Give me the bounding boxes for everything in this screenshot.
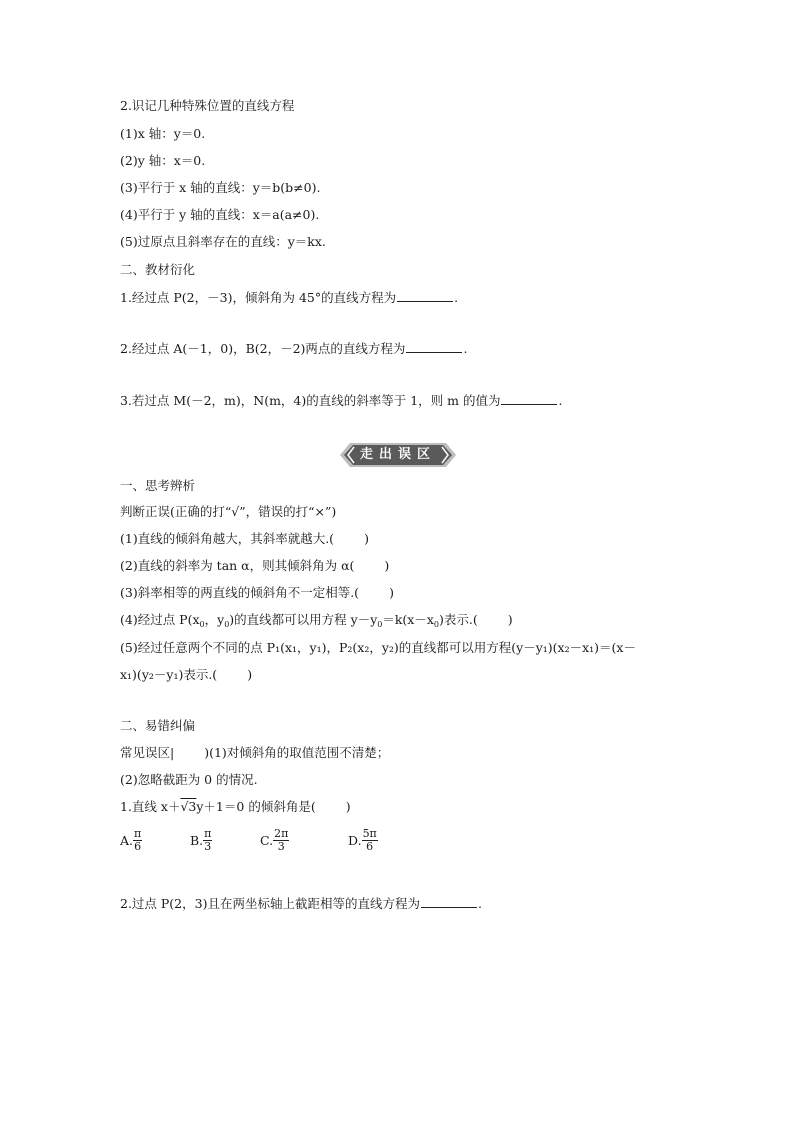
common-mistakes-2: (2)忽略截距为 0 的情况. (120, 772, 258, 787)
choice-d[interactable]: D. $\frac{5\pi}{6}$ (348, 827, 377, 853)
question-mq2: 2.过点 P(2，3)且在两坐标轴上截距相等的直线方程为 . (120, 896, 482, 911)
banner-title: 走出误区 (359, 447, 436, 462)
answer-blank[interactable] (406, 340, 462, 353)
answer-blank[interactable] (501, 392, 557, 405)
choice-c[interactable]: C. $\frac{2\pi}{3}$ (260, 827, 289, 853)
question-1: 1.经过点 P(2，－3)，倾斜角为 45°的直线方程为 . (120, 290, 459, 305)
judge-item: (1)直线的倾斜角越大，其斜率就越大.( ) (120, 531, 369, 546)
list-item: (4)平行于 y 轴的直线：x＝a(a≠0). (120, 207, 320, 222)
list-item: (5)过原点且斜率存在的直线：y＝kx. (120, 234, 326, 249)
section-heading: 二、易错纠偏 (120, 718, 196, 733)
common-mistakes: 常见误区| )(1)对倾斜角的取值范围不清楚； (120, 745, 390, 760)
judge-item: (3)斜率相等的两直线的倾斜角不一定相等.( ) (120, 585, 394, 600)
answer-blank[interactable] (421, 895, 477, 908)
judge-item: (2)直线的斜率为 tan α，则其倾斜角为 α( ) (120, 558, 390, 573)
section-banner (340, 443, 456, 467)
choice-a[interactable]: A. $\frac{\pi}{6}$ (120, 827, 142, 853)
section-title: 2.识记几种特殊位置的直线方程 (120, 98, 295, 113)
judge-item-cont: x₁)(y₂－y₁)表示.( ) (120, 667, 253, 682)
judge-item: (4)经过点 $P(x_0$，$y_0$)的直线都可以用方程 $y-y_0=k(x-x_0)$表示.( ) (120, 612, 513, 629)
list-item: (1)x 轴：y＝0. (120, 126, 206, 141)
question-3: 3.若过点 M(－2，m)，N(m，4)的直线的斜率等于 1，则 m 的值为 . (120, 393, 563, 408)
list-item: (2)y 轴：x＝0. (120, 153, 206, 168)
instructions: 判断正误(正确的打“√”，错误的打“×”) (120, 504, 337, 519)
answer-blank[interactable] (397, 289, 453, 302)
question-2: 2.经过点 A(－1，0)，B(2，－2)两点的直线方程为 . (120, 341, 468, 356)
list-item: (3)平行于 x 轴的直线：y＝b(b≠0). (120, 180, 321, 195)
judge-item: (5)经过任意两个不同的点 P₁(x₁，y₁)，P₂(x₂，y₂)的直线都可以用方程(y－y₁)(x₂－x₁)＝(x－ (120, 640, 636, 655)
section-heading: 二、教材衍化 (120, 262, 196, 277)
mc-question: 1.直线 x＋√3y＋1＝0 的倾斜角是( ) (120, 799, 351, 814)
section-heading: 一、思考辨析 (120, 478, 196, 493)
choice-b[interactable]: B. $\frac{\pi}{3}$ (190, 827, 212, 853)
